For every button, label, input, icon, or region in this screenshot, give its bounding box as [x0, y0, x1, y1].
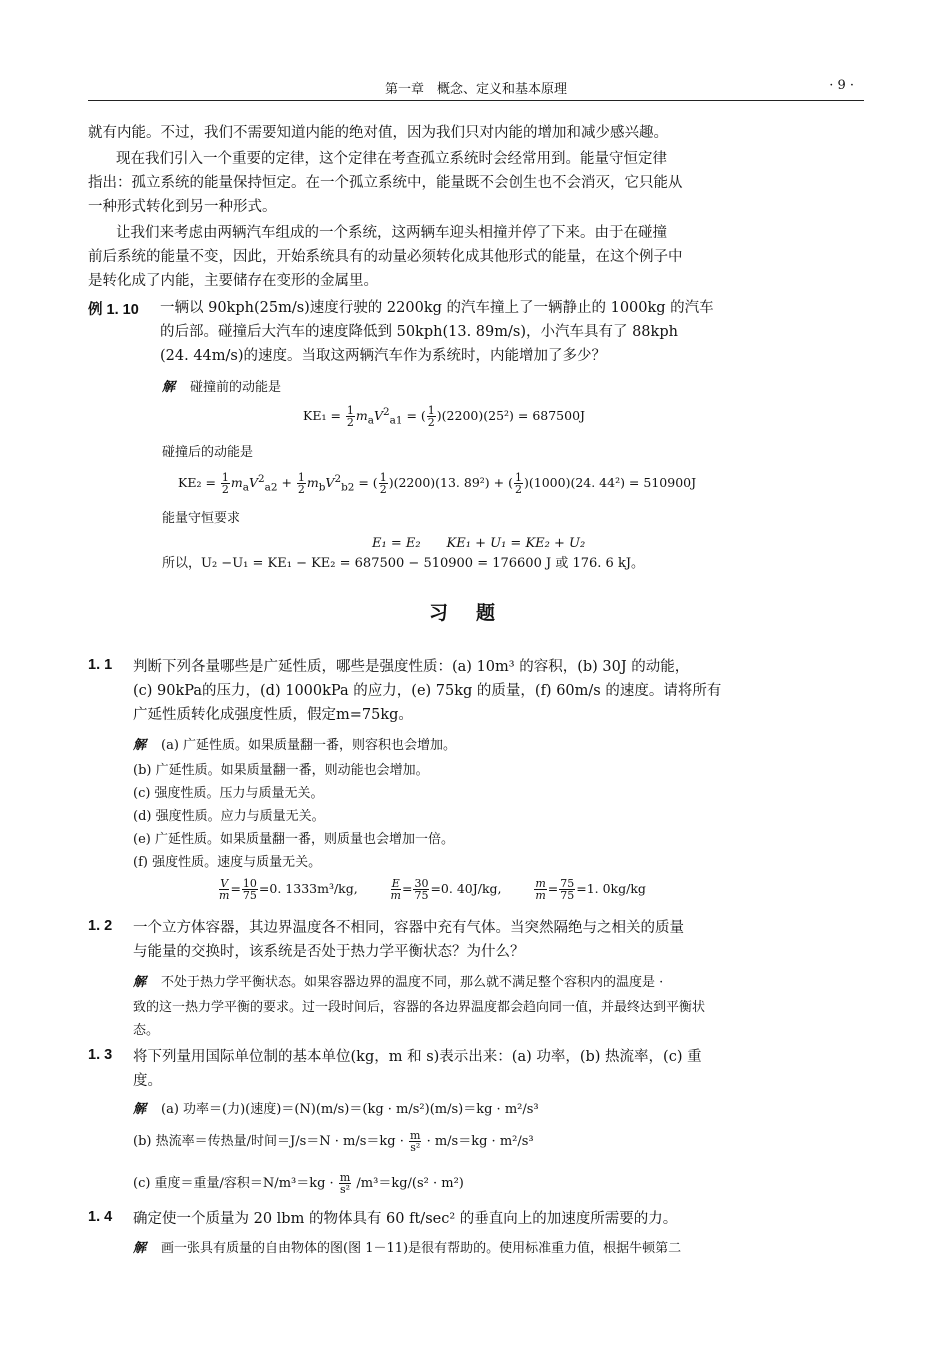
- chapter-title: 第一章 概念、定义和基本原理: [384, 82, 567, 97]
- solution-line: 碰撞后的动能是: [162, 445, 254, 460]
- example-line: (24. 44m/s)的速度。当取这两辆汽车作为系统时，内能增加了多少？: [160, 348, 607, 364]
- solution-label: 解: [133, 1241, 148, 1256]
- solution-line: (c) 强度性质。压力与质量无关。: [133, 786, 324, 801]
- paragraph-line: 指出：孤立系统的能量保持恒定。在一个孤立系统中，能量既不会创生也不会消灭，它只能从: [88, 175, 683, 191]
- problem-line: 与能量的交换时，该系统是否处于热力学平衡状态？为什么？: [133, 944, 525, 960]
- solution-line: 致的这一热力学平衡的要求。过一段时间后，容器的各边界温度都会趋向同一值，并最终达到平衡状: [133, 1000, 706, 1015]
- solution-line: 解 (a) 广延性质。如果质量翻一番，则容积也会增加。: [133, 735, 456, 757]
- solution-line: 解 碰撞前的动能是: [162, 377, 281, 399]
- paragraph-line: 是转化成了内能，主要储存在变形的金属里。: [88, 273, 378, 289]
- equation-ke2: KE₂ = $\frac{1}{2}$ $m_aV^2_{a2}$ + $\frac{1}{2}$ $m_bV^2_{b2}$ = ( $\frac{1}{2}$ )(2200)(13. 89²) + ( $\frac{1}{2}$ )(1000)(24. 44²) = 510900J: [178, 471, 697, 496]
- problem-line: 广延性质转化成强度性质，假定m=75kg。: [133, 707, 413, 723]
- solution-line: (f) 强度性质。速度与质量无关。: [133, 855, 322, 870]
- problem-line: (c) 90kPa的压力，(d) 1000kPa 的应力，(e) 75kg 的质量，(f) 60m/s 的速度。请将所有: [133, 683, 722, 699]
- solution-line: 解 不处于热力学平衡状态。如果容器边界的温度不同，那么就不满足整个容积内的温度是 ·: [133, 972, 663, 994]
- paragraph-line: 让我们来考虑由两辆汽车组成的一个系统，这两辆车迎头相撞并停了下来。由于在碰撞: [116, 225, 667, 241]
- solution-line: 解 画一张具有质量的自由物体的图(图 1－11)是很有帮助的。使用标准重力值，根据牛顿第二: [133, 1238, 681, 1260]
- solution-line: (b) 广延性质。如果质量翻一番，则动能也会增加。: [133, 763, 429, 778]
- problem-number: 1. 4: [88, 1209, 113, 1225]
- equation-intensive: $\frac{V}{m}$ = $\frac{10}{75}$ =0. 1333m³/kg, $\frac{E}{m}$ = $\frac{30}{75}$ =0. 40J/kg, $\frac{m}{m}$ = $\frac{75}{75}$ =1. 0kg/kg: [219, 877, 646, 902]
- solution-line: (d) 强度性质。应力与质量无关。: [133, 809, 325, 824]
- page-header: [88, 78, 864, 101]
- problem-number: 1. 1: [88, 657, 113, 673]
- conclusion-line: 所以，U₂ −U₁ = KE₁ − KE₂ = 687500 − 510900 = 176600 J 或 176. 6 kJ。: [162, 556, 645, 571]
- solution-line: (e) 广延性质。如果质量翻一番，则质量也会增加一倍。: [133, 832, 454, 847]
- solution-label: 解: [133, 1102, 148, 1117]
- problem-line: 确定使一个质量为 20 lbm 的物体具有 60 ft/sec² 的垂直向上的加速度所需要的力。: [133, 1211, 678, 1227]
- paragraph-line: 现在我们引入一个重要的定律，这个定律在考查孤立系统时会经常用到。能量守恒定律: [116, 151, 667, 167]
- problem-line: 判断下列各量哪些是广延性质，哪些是强度性质：(a) 10m³ 的容积，(b) 30J 的动能，: [133, 659, 690, 675]
- problem-number: 1. 3: [88, 1047, 113, 1063]
- problem-line: 一个立方体容器，其边界温度各不相同，容器中充有气体。当突然隔绝与之相关的质量: [133, 920, 684, 936]
- example-line: 一辆以 90kph(25m/s)速度行驶的 2200kg 的汽车撞上了一辆静止的 1000kg 的汽车: [160, 300, 714, 316]
- paragraph-line: 前后系统的能量不变，因此，开始系统具有的动量必须转化成其他形式的能量，在这个例子中: [88, 249, 683, 265]
- solution-line: 态。: [133, 1023, 160, 1038]
- example-line: 的后部。碰撞后大汽车的速度降低到 50kph(13. 89m/s)，小汽车具有了 88kph: [160, 324, 678, 340]
- solution-label: 解: [133, 975, 148, 990]
- paragraph-line: 就有内能。不过，我们不需要知道内能的绝对值，因为我们只对内能的增加和减少感兴趣。: [88, 125, 668, 141]
- solution-line: (b) 热流率＝传热量/时间＝J/s＝N · m/s＝kg · $\frac{m}{\text{s²}}$ · m/s＝kg · m²/s³: [133, 1129, 534, 1154]
- solution-label: 解: [133, 738, 148, 753]
- solution-line: (c) 重度＝重量/容积＝N/m³＝kg · $\frac{m}{\text{s²}}$ /m³＝kg/(s² · m²): [133, 1171, 464, 1196]
- problem-line: 度。: [133, 1073, 162, 1089]
- solution-label: 解: [162, 380, 177, 395]
- example-label: 例 1. 10: [88, 302, 139, 318]
- section-title: 习题: [428, 602, 523, 624]
- problem-number: 1. 2: [88, 918, 113, 934]
- solution-line: 解 (a) 功率＝(力)(速度)＝(N)(m/s)＝(kg · m/s²)(m/s)＝kg · m²/s³: [133, 1099, 539, 1121]
- paragraph-line: 一种形式转化到另一种形式。: [88, 199, 277, 215]
- equation-ke1: KE₁ = $\frac{1}{2}$ $m_aV^2_{a1}$ = ( $\frac{1}{2}$ )(2200)(25²) = 687500J: [303, 404, 586, 429]
- page-number: · 9 ·: [829, 78, 854, 93]
- equation-conservation: E₁ = E₂ KE₁ + U₁ = KE₂ + U₂: [372, 536, 586, 551]
- problem-line: 将下列量用国际单位制的基本单位(kg，m 和 s)表示出来：(a) 功率，(b) 热流率，(c) 重: [133, 1049, 702, 1065]
- solution-line: 能量守恒要求: [162, 511, 241, 526]
